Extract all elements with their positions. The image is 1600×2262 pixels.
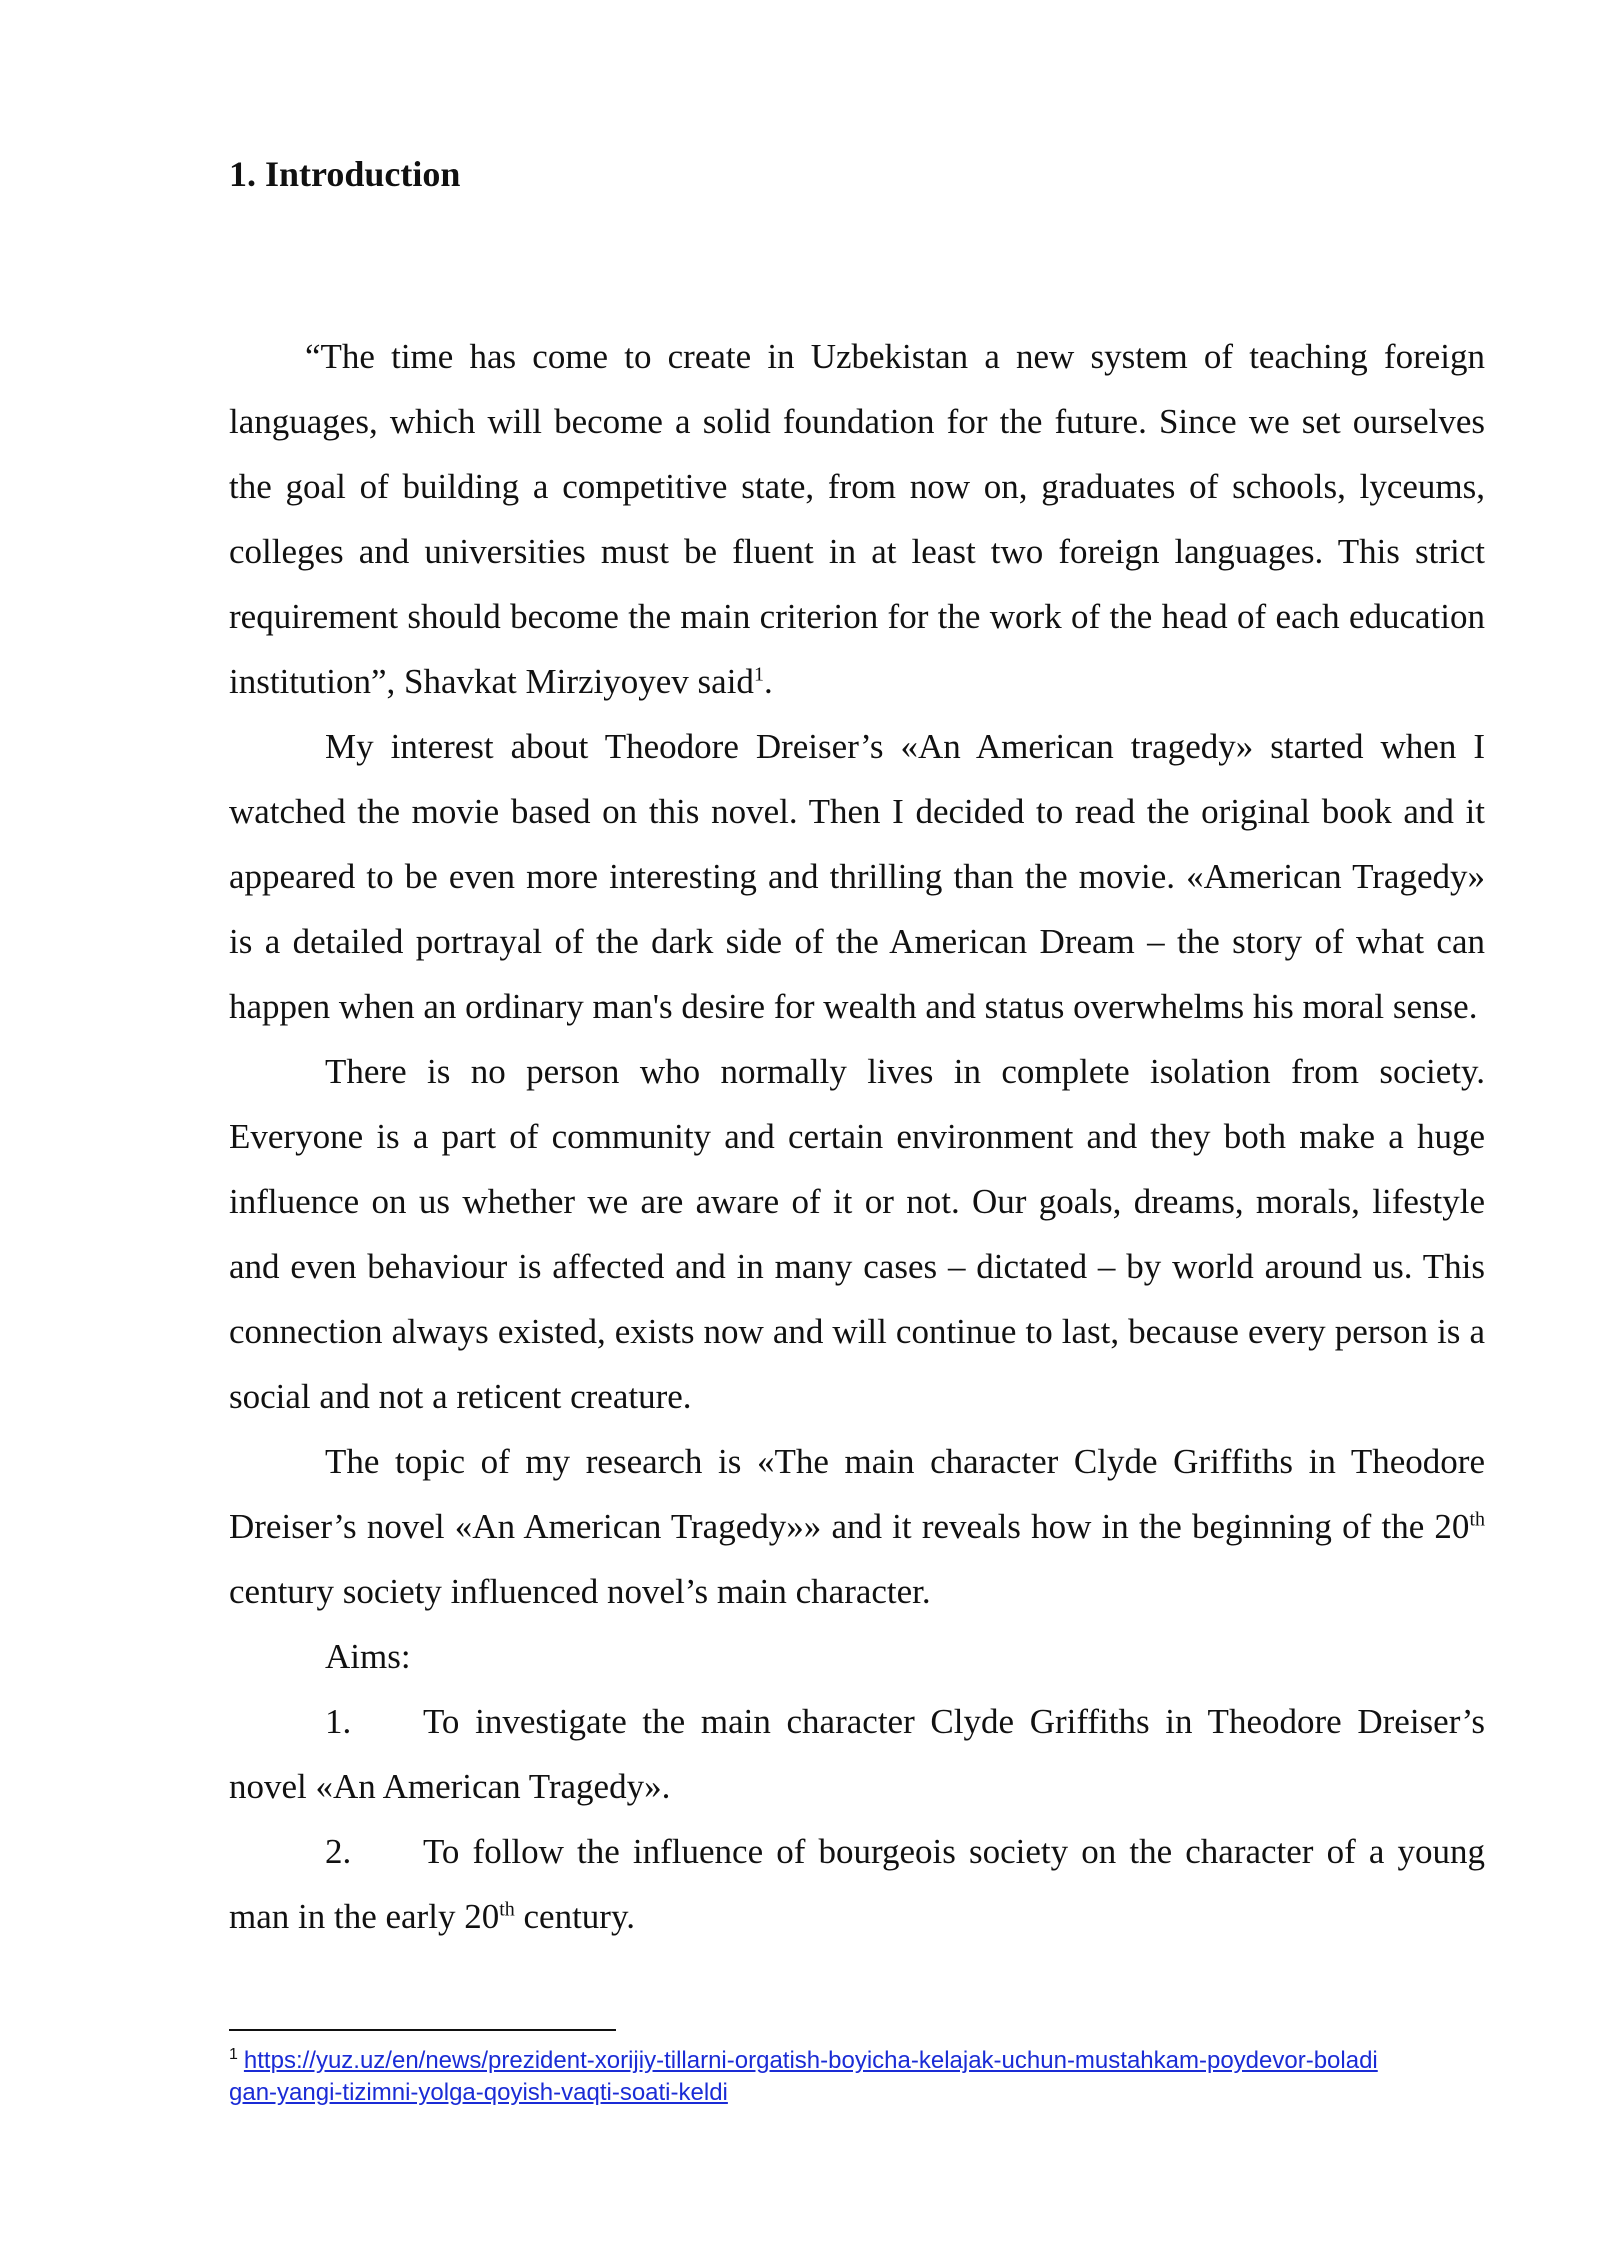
list-item-number: 1. (325, 1702, 352, 1741)
body-text (229, 324, 1485, 1949)
superscript-th: th (499, 1898, 515, 1921)
paragraph-topic (229, 1429, 1485, 1624)
paragraph-topic-text: The topic of my research is «The main character Clyde Griffiths in Theodore Dreiser’s novel «An American Tragedy»» and it reveals how in the beginning of the 20 (229, 1442, 1485, 1546)
paragraph-quote (229, 324, 1485, 714)
list-item (229, 1819, 1485, 1949)
page-content (229, 147, 1485, 1949)
footnote-mark: 1 (229, 2046, 238, 2063)
footnote-link[interactable]: https://yuz.uz/en/news/prezident-xorijiy-tillarni-orgatish-boyicha-kelajak-uchun-mustahkam-poydevor-boladigan-yangi-tizimni-yolga-qoyish-vaqti-soati-keldi (229, 2047, 1378, 2106)
paragraph-quote-text: “The time has come to create in Uzbekistan a new system of teaching foreign languages, which will become a solid foundation for the future. Since we set ourselves the goal of building a competitive state, from now on, graduates of schools, lyceums, colleges and universities must be fluent in at least two foreign languages. This strict requirement should become the main criterion for the work of the head of each education institution”, Shavkat Mirziyoyev said (229, 337, 1485, 701)
footnote-reference[interactable]: 1 (753, 663, 764, 686)
list-item-text: To investigate the main character Clyde Griffiths in Theodore Dreiser’s novel «An American Tragedy». (229, 1702, 1485, 1806)
paragraph-quote-end: . (763, 662, 773, 701)
paragraph-interest: My interest about Theodore Dreiser’s «An American tragedy» started when I watched the movie based on this novel. Then I decided to read the original book and it appeared to be even more interesting and thrilling than the movie. «American Tragedy» is a detailed portrayal of the dark side of the American Dream – the story of what can happen when an ordinary man's desire for wealth and status overwhelms his moral sense. (229, 727, 1485, 1026)
aims-label: Aims: (325, 1637, 411, 1676)
list-item-number: 2. (325, 1832, 352, 1871)
footnote-separator (229, 2029, 616, 2031)
paragraph-topic-end: century society influenced novel’s main character. (229, 1572, 931, 1611)
list-item-text: To follow the influence of bourgeois society on the character of a young man in the early 20 (229, 1832, 1485, 1936)
footnote (229, 2045, 1389, 2109)
list-item-text-end: century. (514, 1897, 635, 1936)
list-item (229, 1689, 1485, 1819)
section-heading: 1. Introduction (229, 154, 461, 194)
paragraph-society: There is no person who normally lives in complete isolation from society. Everyone is a part of community and certain environment and they both make a huge influence on us whether we are aware of it or not. Our goals, dreams, morals, lifestyle and even behaviour is affected and in many cases – dictated – by world around us. This connection always existed, exists now and will continue to last, because every person is a social and not a reticent creature. (229, 1052, 1485, 1416)
superscript-th: th (1469, 1508, 1485, 1531)
